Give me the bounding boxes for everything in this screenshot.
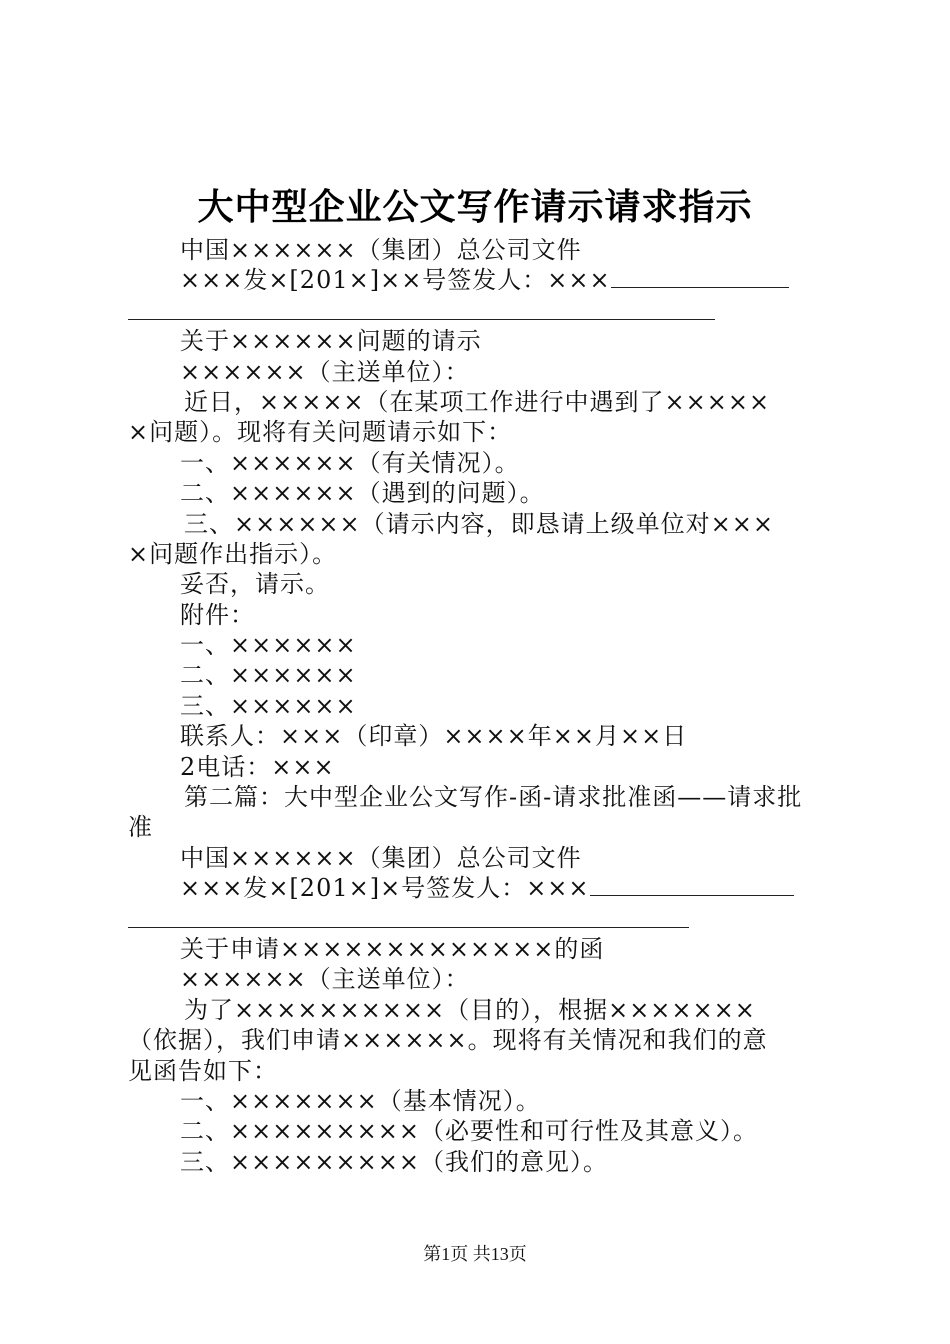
document-title: 大中型企业公文写作请示请求指示 [197,187,753,228]
paragraph-line: 为了××××××××××（目的），根据××××××× [184,995,756,1024]
document-body [128,235,832,1177]
phone-line: 2电话：××× [180,752,335,781]
paragraph-line: （依据），我们申请××××××。现将有关情况和我们的意 [128,1026,768,1055]
doc-number-line [128,265,832,295]
paragraph-line: ×问题）。现将有关问题请示如下： [128,418,513,447]
list-item: 一、××××××（有关情况）。 [180,448,520,477]
doc-number-line [128,873,832,903]
attachment-item: 二、×××××× [180,661,357,690]
attachment-item: 三、×××××× [180,691,357,720]
signature-rule [590,894,794,896]
signature-rule [611,286,789,288]
list-item: 二、×××××××××（必要性和可行性及其意义）。 [180,1117,758,1146]
recipient-line: ××××××（主送单位）： [180,357,470,386]
page-number: 第1页 共13页 [423,1244,527,1264]
separator-line [128,904,832,934]
attachments-heading: 附件： [180,600,255,629]
list-item: 二、××××××（遇到的问题）。 [180,479,545,508]
list-item: 三、×××××××××（我们的意见）。 [180,1147,608,1176]
closing-line: 妥否，请示。 [180,570,330,599]
section-heading-continued: 准 [128,813,153,842]
doc-number-text: ×××发×[201×]×号签发人：××× [180,874,590,903]
letterhead-line: 中国××××××（集团）总公司文件 [180,843,582,872]
paragraph-line: 近日，×××××（在某项工作进行中遇到了××××× [184,387,771,416]
letterhead-line: 中国××××××（集团）总公司文件 [180,236,582,264]
recipient-line: ××××××（主送单位）： [180,965,470,994]
list-item: 一、×××××××（基本情况）。 [180,1086,541,1115]
subject-line: 关于申请×××××××××××××的函 [180,934,605,963]
doc-number-text: ×××发×[201×]××号签发人：××× [180,266,611,295]
list-item: 三、××××××（请示内容，即恳请上级单位对××× [184,509,774,538]
separator-line [128,296,832,326]
contact-line: 联系人：×××（印章）××××年××月××日 [180,722,688,751]
section-heading: 第二篇：大中型企业公文写作-函-请求批准函——请求批 [184,783,803,812]
subject-line: 关于××××××问题的请示 [180,327,482,356]
list-item: ×问题作出指示）。 [128,539,338,568]
paragraph-line: 见函告如下： [128,1056,278,1085]
attachment-item: 一、×××××× [180,631,357,660]
